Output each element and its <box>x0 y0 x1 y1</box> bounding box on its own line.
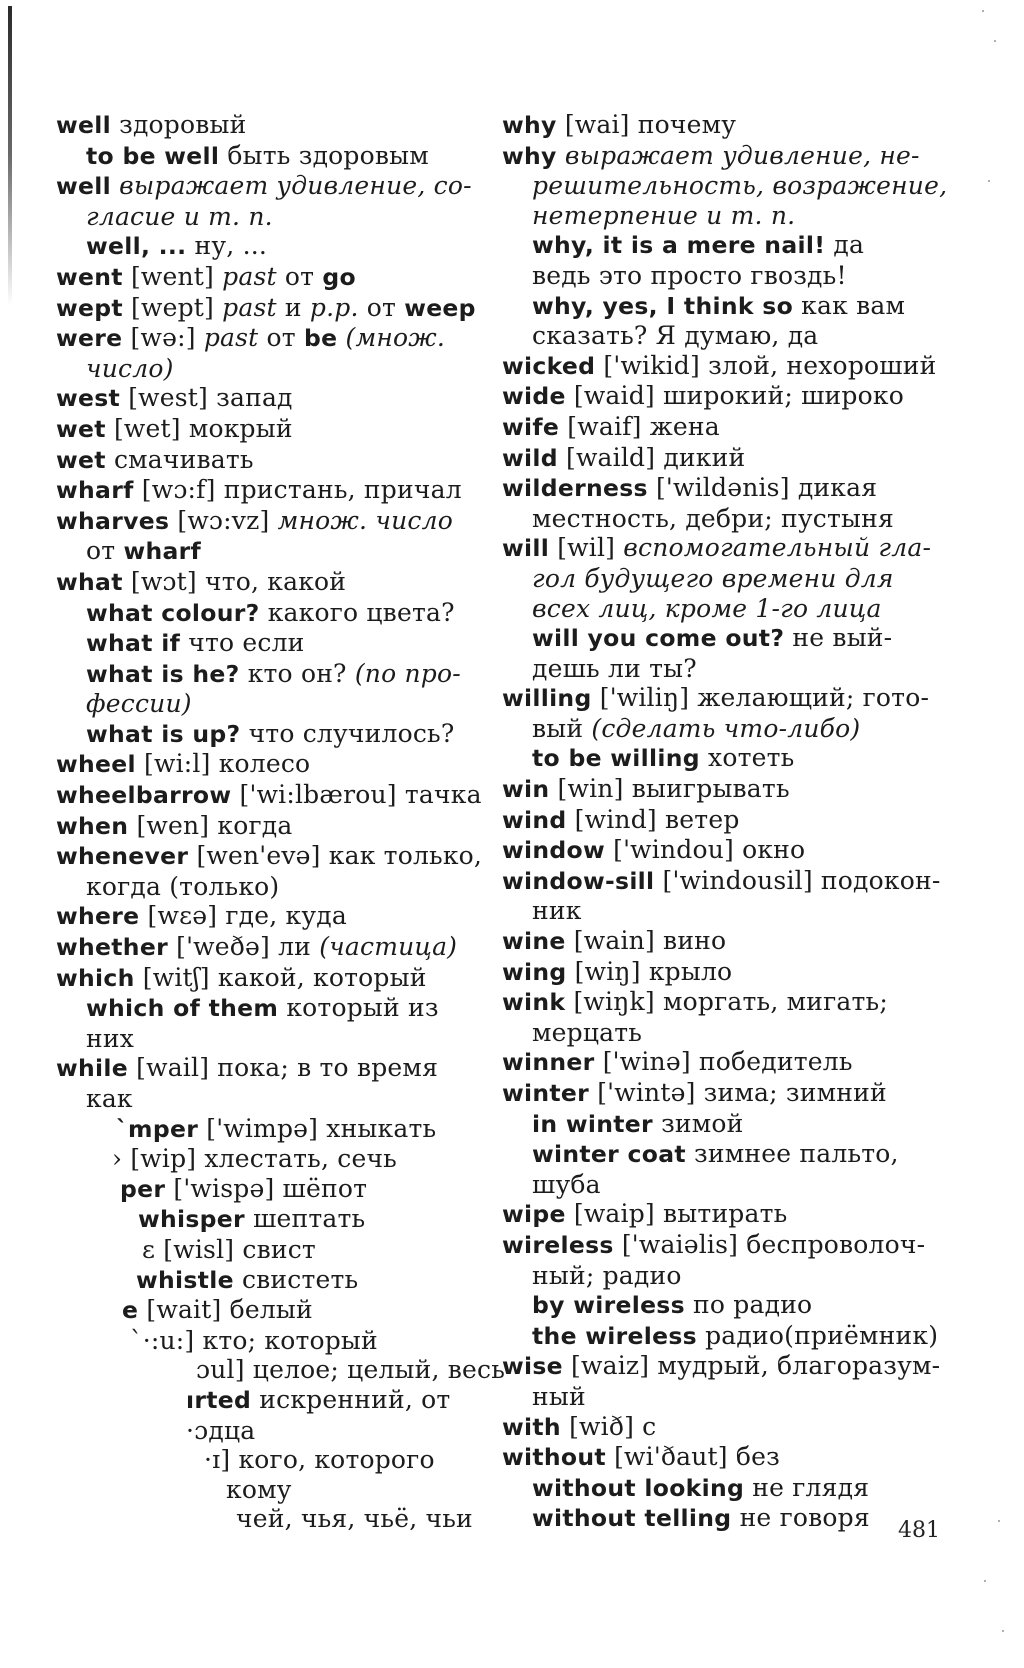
headword: what if <box>86 629 181 658</box>
headword: without looking <box>532 1473 745 1502</box>
headword: which of them <box>86 994 279 1023</box>
headword: without <box>502 1443 606 1472</box>
dictionary-line <box>502 533 932 564</box>
dictionary-line <box>502 1351 941 1382</box>
grammar-note: число) <box>86 353 174 383</box>
headword: were <box>56 324 123 353</box>
dictionary-line <box>56 1416 488 1446</box>
dictionary-line <box>56 598 488 629</box>
headword: will you come out? <box>532 624 785 653</box>
grammar-note: выражает удивление, со- <box>110 171 472 201</box>
definition-text: [wiŋ] крыло <box>566 956 733 986</box>
definition-text: [waiz] мудрый, благоразум- <box>562 1351 941 1381</box>
definition-text: [wil] <box>549 533 624 563</box>
definition-text: [waid] широкий; широко <box>565 381 904 411</box>
definition-text: [wɔ:vz] <box>169 505 278 535</box>
dictionary-line <box>56 1504 488 1534</box>
headword: why <box>502 141 557 170</box>
headword: will <box>502 534 550 563</box>
dictionary-line <box>502 1139 922 1170</box>
definition-text: [wai] почему <box>556 110 737 139</box>
definition-text: [waild] дикий <box>557 442 746 472</box>
headword: wild <box>502 443 558 472</box>
scan-noise <box>974 0 1014 1668</box>
headword: which <box>56 963 135 992</box>
definition-text: ['weðə] ли <box>167 932 320 962</box>
definition-text: от <box>358 292 405 322</box>
definition-text: как вам <box>793 290 906 320</box>
definition-text: зимнее пальто, <box>685 1139 899 1169</box>
dictionary-line <box>56 445 488 476</box>
dictionary-line <box>502 1229 926 1261</box>
definition-text: от <box>276 261 323 291</box>
dictionary-line <box>56 1475 488 1505</box>
dictionary-line <box>502 473 922 504</box>
dictionary-line <box>502 1503 922 1534</box>
definition-text: ['wimpə] хныкать <box>198 1113 437 1143</box>
dictionary-line <box>56 1084 488 1114</box>
grammar-note: множ. число <box>277 505 453 535</box>
headword: willing <box>502 684 592 713</box>
grammar-note: past <box>203 323 259 353</box>
headword: while <box>56 1054 128 1083</box>
definition-text: ['waiəlis] беспроволоч- <box>613 1229 926 1259</box>
headword: wide <box>502 382 566 411</box>
definition-text: [west] запад <box>120 383 293 413</box>
headword: winner <box>502 1048 595 1077</box>
definition-text: не говоря <box>731 1503 870 1533</box>
dictionary-line <box>56 1235 488 1265</box>
definition-text: [wait] белый <box>138 1295 313 1325</box>
headword: weep <box>404 293 476 322</box>
grammar-note: p.p. <box>309 292 359 322</box>
dictionary-line <box>502 835 922 866</box>
headword: with <box>502 1412 561 1441</box>
headword: wireless <box>502 1230 614 1259</box>
headword: went <box>56 262 123 291</box>
headword: `mper <box>116 1114 199 1143</box>
definition-text: [waif] жена <box>559 411 720 441</box>
headword: when <box>56 811 129 840</box>
headword: in winter <box>532 1109 653 1138</box>
dictionary-line <box>502 171 948 201</box>
definition-text: [wept] <box>122 292 223 322</box>
dictionary-line <box>56 1445 488 1475</box>
dictionary-line <box>502 443 922 474</box>
dictionary-line <box>56 323 488 354</box>
definition-text: [witʃ] какой, который <box>134 962 427 992</box>
dictionary-line <box>502 1382 922 1412</box>
dictionary-line <box>56 414 488 445</box>
definition-text: вый <box>532 713 592 743</box>
dictionary-line <box>502 261 922 291</box>
headword: e <box>122 1296 139 1325</box>
definition-text: ['windou] окно <box>604 835 806 865</box>
dictionary-line <box>502 141 922 172</box>
dictionary-line <box>502 896 922 926</box>
page-number: 481 <box>898 1518 940 1543</box>
dictionary-line <box>56 628 488 659</box>
headword: well <box>56 111 111 139</box>
dictionary-line <box>502 230 922 261</box>
headword: the wireless <box>532 1321 697 1350</box>
dictionary-line <box>502 594 922 624</box>
grammar-note: (сделать что-либо) <box>591 713 861 743</box>
dictionary-line <box>502 1473 922 1504</box>
definition-text: [win] выигрывать <box>549 774 790 804</box>
dictionary-line <box>502 623 922 654</box>
dictionary-line <box>502 805 922 836</box>
definition-text: не вый- <box>784 623 893 653</box>
headword: wind <box>502 805 567 834</box>
headword: what <box>56 567 123 596</box>
headword: well <box>56 172 111 201</box>
dictionary-line <box>56 567 488 598</box>
dictionary-line <box>56 110 488 141</box>
headword: wharf <box>56 476 134 505</box>
headword: be <box>303 324 338 353</box>
definition-text: ['wi:lbærou] тачка <box>231 780 482 810</box>
definition-text: шуба <box>532 1169 601 1199</box>
definition-text: [wi'ðaut] без <box>605 1442 780 1472</box>
definition-text: [wɛə] где, куда <box>139 901 347 931</box>
headword: wet <box>56 445 106 474</box>
headword: window-sill <box>502 866 655 895</box>
dictionary-line <box>56 1174 488 1205</box>
headword: winter <box>502 1079 590 1107</box>
definition-text: ɔul] целое; целый, весь <box>196 1355 506 1385</box>
definition-text: [wind] ветер <box>566 804 740 834</box>
definition-text: ·ɔдца <box>186 1415 256 1445</box>
headword: by wireless <box>532 1291 685 1320</box>
page-binding-edge <box>8 6 12 306</box>
dictionary-line <box>56 1114 488 1145</box>
dictionary-line <box>56 536 488 567</box>
dictionary-line <box>56 901 488 932</box>
grammar-note: гол будущего времени для <box>532 563 894 593</box>
dictionary-line <box>502 654 922 684</box>
headword: wharves <box>56 506 170 535</box>
headword: what is he? <box>86 659 240 688</box>
grammar-note: выражает удивление, не- <box>556 140 920 170</box>
dictionary-line <box>502 504 922 534</box>
grammar-note: всех лиц, кроме 1-го лица <box>532 593 882 623</box>
dictionary-line <box>56 689 488 719</box>
headword: what colour? <box>86 598 260 627</box>
headword: why <box>502 111 557 139</box>
grammar-note: past <box>222 261 277 291</box>
definition-text: шептать <box>244 1204 366 1234</box>
headword: wink <box>502 988 566 1017</box>
grammar-note: (множ. <box>337 323 446 353</box>
dictionary-line <box>56 262 488 293</box>
dictionary-line <box>56 1144 488 1174</box>
headword: wipe <box>502 1200 566 1229</box>
definition-text: ['wispə] шёпот <box>165 1173 368 1203</box>
dictionary-line <box>502 1199 922 1230</box>
definition-text: [wɔ:f] пристань, причал <box>133 475 462 505</box>
dictionary-line <box>502 321 922 351</box>
headword: wilderness <box>502 474 648 503</box>
headword: to be willing <box>532 744 700 773</box>
dictionary-line <box>56 1385 488 1416</box>
dictionary-line <box>56 932 488 963</box>
headword: ırted <box>186 1385 252 1414</box>
definition-text: них <box>86 1023 135 1053</box>
definition-text: зимой <box>652 1108 744 1138</box>
dictionary-line <box>56 719 488 750</box>
definition-text: не глядя <box>744 1472 870 1502</box>
definition-text: хотеть <box>699 743 795 773</box>
headword: wing <box>502 957 567 986</box>
headword: per <box>120 1174 166 1203</box>
dictionary-line <box>502 201 922 231</box>
definition-text: [wi:l] колесо <box>135 749 311 779</box>
definition-text: [waip] вытирать <box>565 1199 788 1229</box>
dictionary-line <box>56 231 488 262</box>
headword: wept <box>56 293 123 322</box>
headword: winter coat <box>532 1140 686 1169</box>
dictionary-line <box>502 381 922 412</box>
headword: why, it is a mere nail! <box>532 231 826 260</box>
dictionary-line <box>56 1265 488 1296</box>
definition-text: [wen'evə] как только, <box>188 841 483 871</box>
dictionary-line <box>502 1290 922 1321</box>
dictionary-line <box>56 475 488 506</box>
dictionary-line <box>56 872 488 902</box>
dictionary-line <box>502 1412 922 1443</box>
dictionary-line <box>502 926 922 957</box>
dictionary-line <box>502 743 922 774</box>
definition-text: [wail] пока; в то время <box>128 1053 439 1083</box>
definition-text: ·ɪ] кого, которого <box>204 1445 435 1475</box>
headword: wife <box>502 412 560 441</box>
dictionary-column-left <box>56 110 506 1534</box>
headword: what is up? <box>86 719 241 748</box>
headword: win <box>502 775 550 804</box>
dictionary-line <box>502 774 922 805</box>
dictionary-line <box>502 1320 939 1352</box>
headword: west <box>56 384 121 413</box>
definition-text: дешь ли ты? <box>532 653 697 683</box>
definition-text: [wɔt] что, какой <box>122 566 347 596</box>
definition-text: какого цвета? <box>259 597 455 627</box>
dictionary-line <box>56 1326 488 1356</box>
definition-text: кому <box>226 1474 292 1504</box>
definition-text: ['wikid] злой, нехороший <box>595 350 937 380</box>
grammar-note: (по про- <box>354 658 461 688</box>
definition-text: искренний, от <box>251 1384 451 1414</box>
definition-text: ɛ [wisl] свист <box>142 1234 316 1264</box>
definition-text: мерцать <box>532 1017 643 1047</box>
dictionary-line <box>56 749 488 780</box>
dictionary-line <box>56 1295 488 1326</box>
definition-text: и <box>276 292 310 322</box>
definition-text: ну, ... <box>186 231 268 261</box>
headword: wine <box>502 927 566 956</box>
grammar-note: вспомогательный гла- <box>623 533 932 563</box>
definition-text: ['wiliŋ] желающий; гото- <box>591 683 930 713</box>
dictionary-line <box>56 993 488 1024</box>
headword: whenever <box>56 842 189 871</box>
definition-text: [wain] вино <box>565 926 727 956</box>
dictionary-line <box>502 564 922 594</box>
dictionary-line <box>502 412 922 443</box>
dictionary-line <box>56 383 488 414</box>
definition-text: чей, чья, чьё, чьи <box>236 1504 473 1534</box>
grammar-note: гласие и т. п. <box>86 201 273 231</box>
grammar-note: (частица) <box>319 932 458 962</box>
definition-text: ['wildənis] дикая <box>647 473 878 503</box>
dictionary-line <box>502 1047 922 1078</box>
dictionary-line <box>502 1018 922 1048</box>
headword: well, ... <box>86 232 187 261</box>
dictionary-line <box>56 1355 506 1385</box>
definition-text: › [wip] хлестать, сечь <box>112 1144 397 1174</box>
definition-text: местность, дебри; пустыня <box>532 503 894 533</box>
definition-text: сказать? Я думаю, да <box>532 321 819 351</box>
definition-text: от <box>86 536 124 566</box>
definition-text: `·:u:] кто; который <box>130 1325 378 1355</box>
dictionary-line <box>56 171 488 202</box>
definition-text: [wə:] <box>122 323 204 353</box>
definition-text: [went] <box>122 261 223 291</box>
dictionary-line <box>56 506 488 537</box>
definition-text: свистеть <box>233 1264 359 1294</box>
dictionary-line <box>502 1170 922 1200</box>
dictionary-line <box>56 963 488 994</box>
definition-text: [wen] когда <box>128 810 293 840</box>
definition-text: который из <box>278 993 439 1023</box>
headword: where <box>56 902 140 931</box>
dictionary-line <box>502 350 937 382</box>
definition-text: здоровый <box>110 110 247 139</box>
definition-text: да <box>825 230 865 260</box>
headword: whistle <box>136 1265 234 1294</box>
headword: wheelbarrow <box>56 781 232 810</box>
dictionary-line <box>56 780 488 811</box>
headword: wise <box>502 1352 563 1381</box>
dictionary-line <box>56 811 488 842</box>
definition-text: когда (только) <box>86 871 280 901</box>
headword: whisper <box>138 1205 245 1234</box>
definition-text: ['winə] победитель <box>594 1047 853 1077</box>
grammar-note: фессии) <box>86 689 192 719</box>
definition-text: ник <box>532 896 582 926</box>
headword: without telling <box>532 1504 732 1533</box>
dictionary-line <box>502 957 922 988</box>
grammar-note: past <box>222 292 277 322</box>
definition-text: смачивать <box>105 444 254 474</box>
dictionary-line <box>56 1053 488 1084</box>
headword: whether <box>56 933 168 962</box>
definition-text: ['wintə] зима; зимний <box>589 1078 887 1107</box>
definition-text: как <box>86 1084 133 1113</box>
grammar-note: решительность, возражение, <box>532 171 948 201</box>
definition-text: быть здоровым <box>219 140 429 170</box>
dictionary-line <box>502 987 922 1018</box>
headword: wharf <box>123 537 202 566</box>
headword: window <box>502 836 605 865</box>
dictionary-line <box>56 1204 488 1235</box>
definition-text: [wet] мокрый <box>105 413 293 443</box>
definition-text: что случилось? <box>240 718 455 748</box>
dictionary-line <box>502 714 922 744</box>
definition-text: что если <box>180 628 305 658</box>
dictionary-line <box>502 1261 922 1291</box>
dictionary-line <box>502 110 922 141</box>
headword: wet <box>56 414 106 443</box>
dictionary-line <box>56 293 488 324</box>
dictionary-line <box>56 202 488 232</box>
grammar-note: нетерпение и т. п. <box>532 200 796 230</box>
definition-text: [wið] с <box>560 1411 657 1441</box>
dictionary-line <box>502 865 941 897</box>
definition-text: от <box>258 323 304 353</box>
dictionary-line <box>56 659 488 690</box>
dictionary-line <box>502 1109 922 1140</box>
dictionary-line <box>502 1442 922 1473</box>
dictionary-line <box>502 1078 922 1109</box>
definition-text: ный; радио <box>532 1260 682 1290</box>
dictionary-line <box>502 291 922 322</box>
headword: wicked <box>502 351 596 380</box>
dictionary-line <box>502 683 930 714</box>
definition-text: кто он? <box>239 658 355 688</box>
headword: go <box>322 262 356 291</box>
definition-text: ведь это просто гвоздь! <box>532 260 847 290</box>
definition-text: радио(приёмник) <box>696 1320 939 1350</box>
headword: wheel <box>56 750 136 779</box>
dictionary-line <box>56 1024 488 1054</box>
dictionary-line <box>56 354 488 384</box>
dictionary-line <box>56 841 488 872</box>
headword: why, yes, I think so <box>532 291 794 320</box>
dictionary-line <box>56 141 488 172</box>
headword: to be well <box>86 141 220 170</box>
definition-text: ный <box>532 1381 586 1411</box>
definition-text: по радио <box>684 1290 813 1320</box>
definition-text: [wiŋk] моргать, мигать; <box>565 987 888 1017</box>
definition-text: ['windousil] подокон- <box>654 865 941 895</box>
